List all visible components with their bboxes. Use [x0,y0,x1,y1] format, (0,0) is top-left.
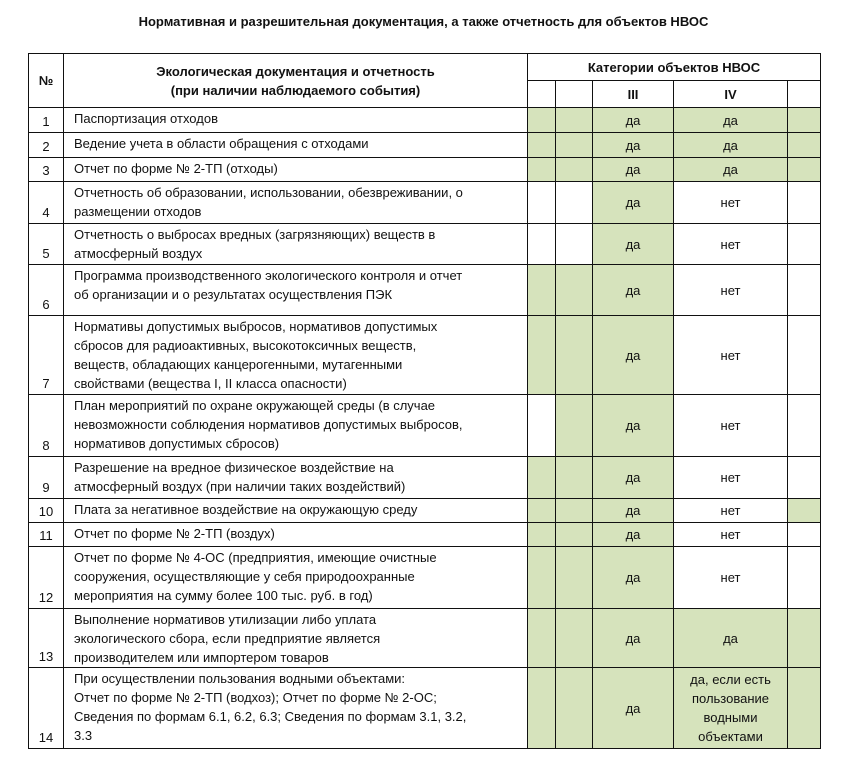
cat-iii-value: да [593,547,674,609]
table-row [29,499,821,523]
cat-iii-value: да [593,316,674,395]
cat-col [788,81,821,108]
row-description [64,523,528,547]
header-categories: Категории объектов НВОС [528,54,821,81]
row-description [64,499,528,523]
header-desc-line: Экологическая документация и отчетность [156,63,435,79]
cat-cell [528,108,556,133]
header-description [64,54,528,108]
description-line: Отчет по форме № 4-ОС (предприятия, имеющие очистные [74,550,437,565]
cat-iii-value: да [593,265,674,316]
row-number: 10 [29,499,64,523]
cat-cell [788,182,821,224]
cat-cell [788,265,821,316]
description-line: План мероприятий по охране окружающей среды (в случае [74,398,436,413]
row-description [64,133,528,158]
cat-iii-value: да [593,499,674,523]
cat-cell [528,182,556,224]
cat-cell [788,457,821,499]
cat-cell [788,499,821,523]
row-description [64,395,528,457]
table-row [29,609,821,668]
cat-cell [788,668,821,749]
cat-iv-value: нет [674,499,788,523]
description-line: 3.3 [74,728,93,743]
documentation-table [28,53,821,749]
description-line: Ведение учета в области обращения с отходами [74,136,369,151]
cat-cell [528,523,556,547]
description-line: Отчетность о выбросах вредных (загрязняющих) веществ в [74,227,436,242]
cat-cell [556,316,593,395]
description-line: Отчетность об образовании, использовании, обезвреживании, о [74,185,463,200]
cat-cell [556,668,593,749]
table-row [29,547,821,609]
row-description [64,158,528,182]
cat-iii-value: да [593,108,674,133]
description-line: Разрешение на вредное физическое воздействие на [74,460,394,475]
cat-iv-value: нет [674,182,788,224]
row-number: 1 [29,108,64,133]
cat-cell [788,547,821,609]
cat-iii-value: да [593,224,674,265]
description-line: свойствами (вещества I, II класса опасности) [74,376,347,391]
description-line: сбросов для радиоактивных, высокотоксичных веществ, [74,338,417,353]
cat-col [556,81,593,108]
cat-cell [788,523,821,547]
cat-iii-value: да [593,523,674,547]
table-row [29,182,821,224]
cat-iii-value: да [593,158,674,182]
cat-iv-value: нет [674,316,788,395]
table-row [29,316,821,395]
cat-cell [528,316,556,395]
row-number: 2 [29,133,64,158]
cat-cell [788,316,821,395]
cat-iii-value: да [593,182,674,224]
table-row [29,158,821,182]
cat-cell [556,523,593,547]
cat-iv-value: нет [674,523,788,547]
description-line: экологического сбора, если предприятие является [74,631,381,646]
cat-cell [528,158,556,182]
cat-cell [528,457,556,499]
row-description [64,265,528,316]
cat-cell [788,609,821,668]
cat-cell [556,547,593,609]
row-number: 12 [29,547,64,609]
row-description [64,609,528,668]
cat-cell [556,265,593,316]
cat-iv-value: да [674,108,788,133]
description-line: атмосферный воздух [74,246,203,261]
cat-iii-value: да [593,133,674,158]
cat-col-iii: III [593,81,674,108]
cat-iii-value: да [593,395,674,457]
document-title: Нормативная и разрешительная документация, а также отчетность для объектов НВОС [138,14,709,29]
table-row [29,395,821,457]
description-line: Программа производственного экологического контроля и отчет [74,268,463,283]
cat-cell [528,499,556,523]
cat-cell [556,457,593,499]
table-row [29,224,821,265]
row-number: 14 [29,668,64,749]
cat-cell [788,395,821,457]
row-number: 6 [29,265,64,316]
cat-cell [556,182,593,224]
table-row [29,108,821,133]
row-number: 7 [29,316,64,395]
table-row [29,457,821,499]
cat-cell [528,395,556,457]
cat-cell [556,108,593,133]
row-number: 3 [29,158,64,182]
cat-cell [528,265,556,316]
cat-cell [556,395,593,457]
cat-cell [556,499,593,523]
row-number: 4 [29,182,64,224]
description-line: Плата за негативное воздействие на окружающую среду [74,502,418,517]
description-line: невозможности соблюдения нормативов допустимых выбросов, [74,417,463,432]
cat-cell [788,158,821,182]
table-row [29,523,821,547]
cat-cell [556,224,593,265]
cat-cell [788,108,821,133]
cat-iv-value: нет [674,224,788,265]
table-row [29,133,821,158]
cat-iv-value: да [674,133,788,158]
description-line: мероприятия на сумму более 100 тыс. руб. в год) [74,588,373,603]
table-row [29,265,821,316]
cat-iv-value: нет [674,457,788,499]
cat-iv-value: да [674,158,788,182]
row-description [64,182,528,224]
row-number: 8 [29,395,64,457]
description-line: Сведения по формам 6.1, 6.2, 6.3; Сведения по формам 3.1, 3.2, [74,709,467,724]
row-number: 13 [29,609,64,668]
cat-iii-value: да [593,609,674,668]
description-line: При осуществлении пользования водными объектами: [74,671,406,686]
cat-iv-value: нет [674,547,788,609]
description-line: Нормативы допустимых выбросов, нормативов допустимых [74,319,438,334]
cat-cell [528,547,556,609]
description-line: нормативов допустимых сбросов) [74,436,280,451]
description-line: размещении отходов [74,204,202,219]
description-line: атмосферный воздух (при наличии таких воздействий) [74,479,406,494]
row-description [64,547,528,609]
cat-col-iv: IV [674,81,788,108]
row-description [64,316,528,395]
cat-iv-value: да, если есть пользование водными объектами [674,668,788,749]
description-line: производителем или импортером товаров [74,650,329,665]
table-row [29,668,821,749]
cat-cell [556,133,593,158]
cat-cell [788,224,821,265]
cat-iii-value: да [593,457,674,499]
cat-col [528,81,556,108]
cat-iii-value: да [593,668,674,749]
description-line: сооружения, осуществляющие у себя природоохранные [74,569,415,584]
row-description [64,224,528,265]
row-number: 9 [29,457,64,499]
description-line: Паспортизация отходов [74,111,218,126]
row-number: 5 [29,224,64,265]
header-num: № [29,54,64,108]
row-number: 11 [29,523,64,547]
description-line: веществ, обладающих канцерогенными, мутагенными [74,357,403,372]
cat-iv-value: нет [674,395,788,457]
cat-cell [528,609,556,668]
description-line: Отчет по форме № 2-ТП (отходы) [74,161,278,176]
row-description [64,457,528,499]
cat-cell [528,224,556,265]
row-description [64,108,528,133]
cat-cell [788,133,821,158]
cat-iv-value: нет [674,265,788,316]
header-desc-line: (при наличии наблюдаемого события) [170,82,421,98]
description-line: об организации и о результатах осуществления ПЭК [74,287,393,302]
cat-iv-value: да [674,609,788,668]
cat-cell [556,158,593,182]
row-description [64,668,528,749]
cat-cell [528,668,556,749]
description-line: Отчет по форме № 2-ТП (водхоз); Отчет по форме № 2-ОС; [74,690,437,705]
cat-cell [556,609,593,668]
description-line: Выполнение нормативов утилизации либо уплата [74,612,377,627]
cat-cell [528,133,556,158]
description-line: Отчет по форме № 2-ТП (воздух) [74,526,275,541]
